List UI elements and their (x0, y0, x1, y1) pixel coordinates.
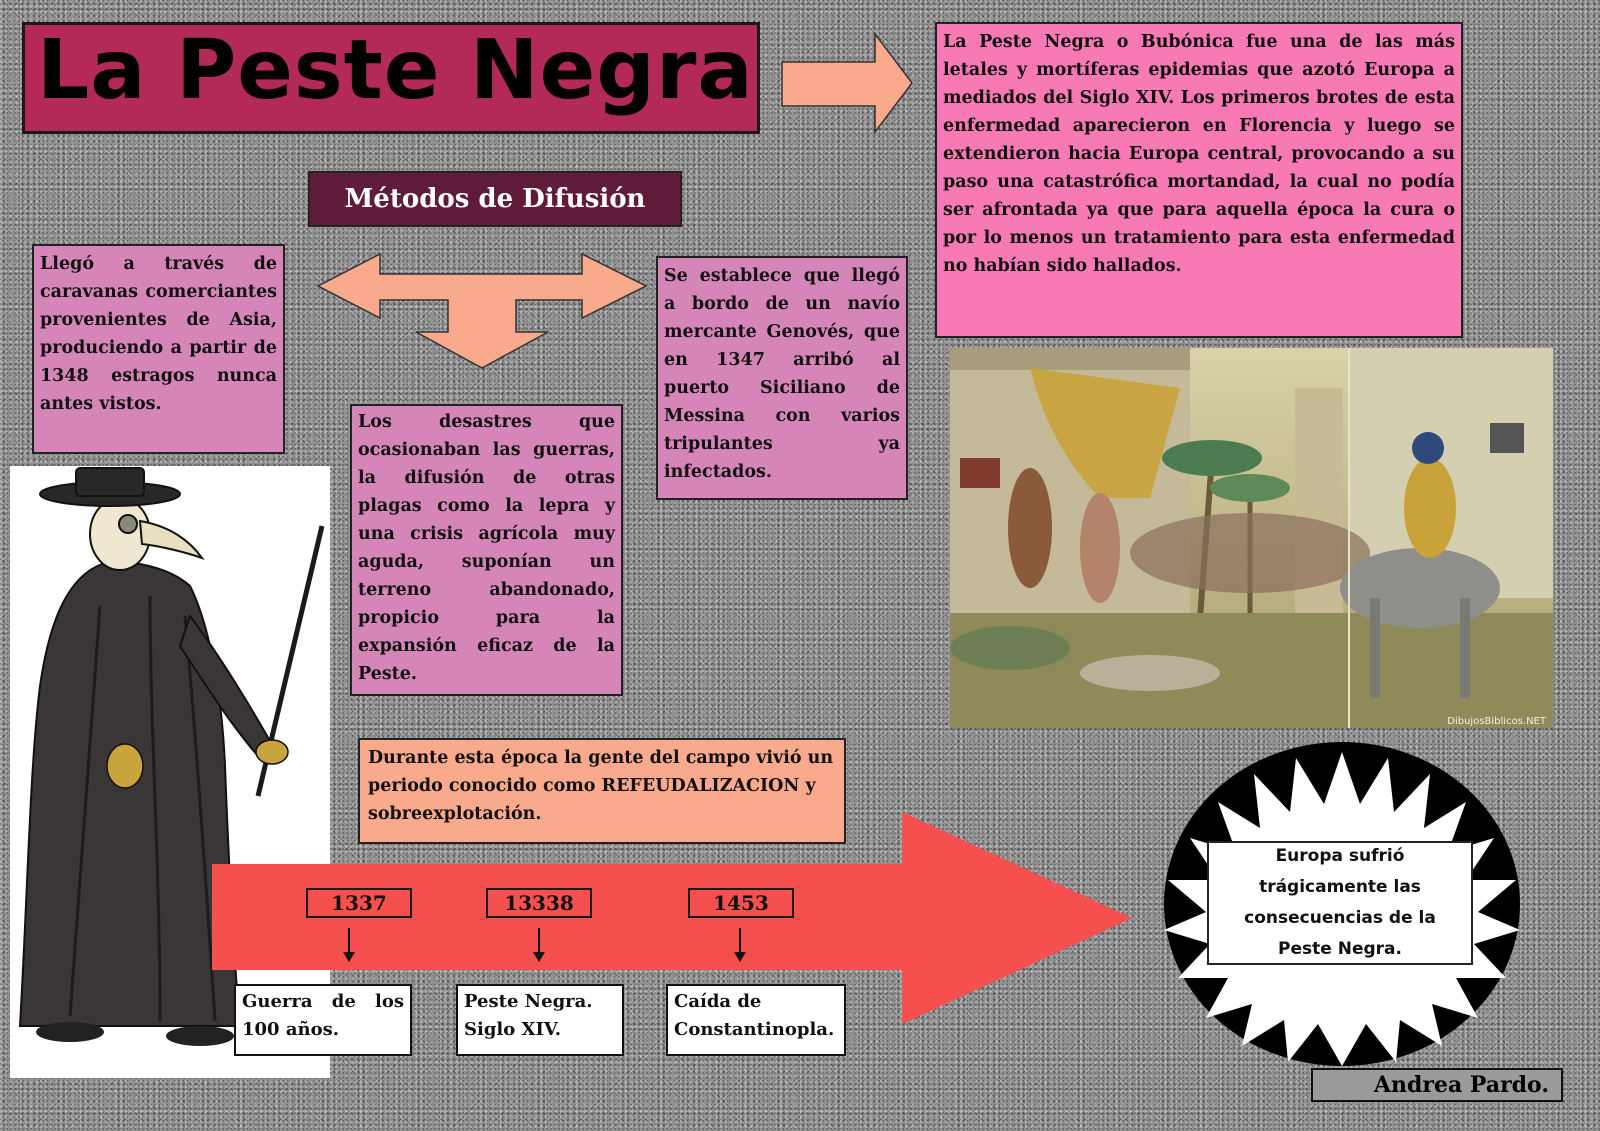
timeline-event-3 (666, 984, 846, 1056)
down-arrow-icon (530, 928, 548, 964)
timeline-event-2 (456, 984, 624, 1056)
conclusion-box (1207, 841, 1473, 965)
intro-text: La Peste Negra o Bubónica fue una de las más letales y mortíferas epidemias que azotó Europa a mediados del Siglo XIV. Los primeros brotes de esta enfermedad aparecieron en Florencia y luego se extendieron hacia Europa central, provocando a su paso una catastrófica mortandad, la cual no podía ser afrontada ya que para aquella época la cura o por lo menos un tratamiento para esta enfermedad no habían sido hallados. (943, 32, 1455, 276)
method-caravanas-box (32, 244, 285, 454)
down-arrow-icon (340, 928, 358, 964)
timeline-event-3-text: Caída de Constantinopla. (674, 991, 835, 1040)
section-heading: Métodos de Difusión (344, 184, 646, 214)
timeline-year-2: 13338 (486, 888, 592, 918)
right-arrow-icon (780, 32, 916, 134)
refeudalizacion-text: Durante esta época la gente del campo vivió un periodo conocido como REFEUDALIZACION y sobreexplotación. (368, 748, 834, 824)
section-heading-box (308, 171, 682, 227)
method-desastres-text: Los desastres que ocasionaban las guerras, la difusión de otras plagas como la lepra y una crisis agrícola muy aguda, suponían un terreno abandonado, propicio para la expansión eficaz de la Peste. (358, 412, 615, 684)
painting-scene-icon (950, 348, 1553, 728)
timeline-event-2-text: Peste Negra. Siglo XIV. (464, 991, 593, 1040)
three-way-arrow-icon (316, 252, 650, 372)
down-arrow-icon (731, 928, 749, 964)
method-navio-text: Se establece que llegó a bordo de un navío mercante Genovés, que en 1347 arribó al puerto Siciliano de Messina con varios tripulantes ya infectados. (664, 266, 900, 482)
timeline-year-1: 1337 (306, 888, 412, 918)
method-desastres-box (350, 404, 623, 696)
author-box (1311, 1068, 1563, 1102)
method-caravanas-text: Llegó a través de caravanas comerciantes provenientes de Asia, produciendo a partir de 1348 estragos nunca antes vistos. (40, 254, 277, 414)
timeline-event-1-text: Guerra de los 100 años. (242, 991, 404, 1040)
title-box (22, 22, 760, 134)
intro-box (935, 22, 1463, 338)
timeline-year-3: 1453 (688, 888, 794, 918)
method-navio-box (656, 256, 908, 500)
painting-watermark: DibujosBiblicos.NET (1447, 716, 1546, 727)
conclusion-text: Europa sufrió trágicamente las consecuencias de la Peste Negra. (1244, 846, 1436, 959)
page-title: La Peste Negra (37, 23, 754, 118)
plague-painting-image (950, 348, 1553, 728)
author-name: Andrea Pardo. (1373, 1072, 1549, 1098)
timeline-event-1 (234, 984, 412, 1056)
